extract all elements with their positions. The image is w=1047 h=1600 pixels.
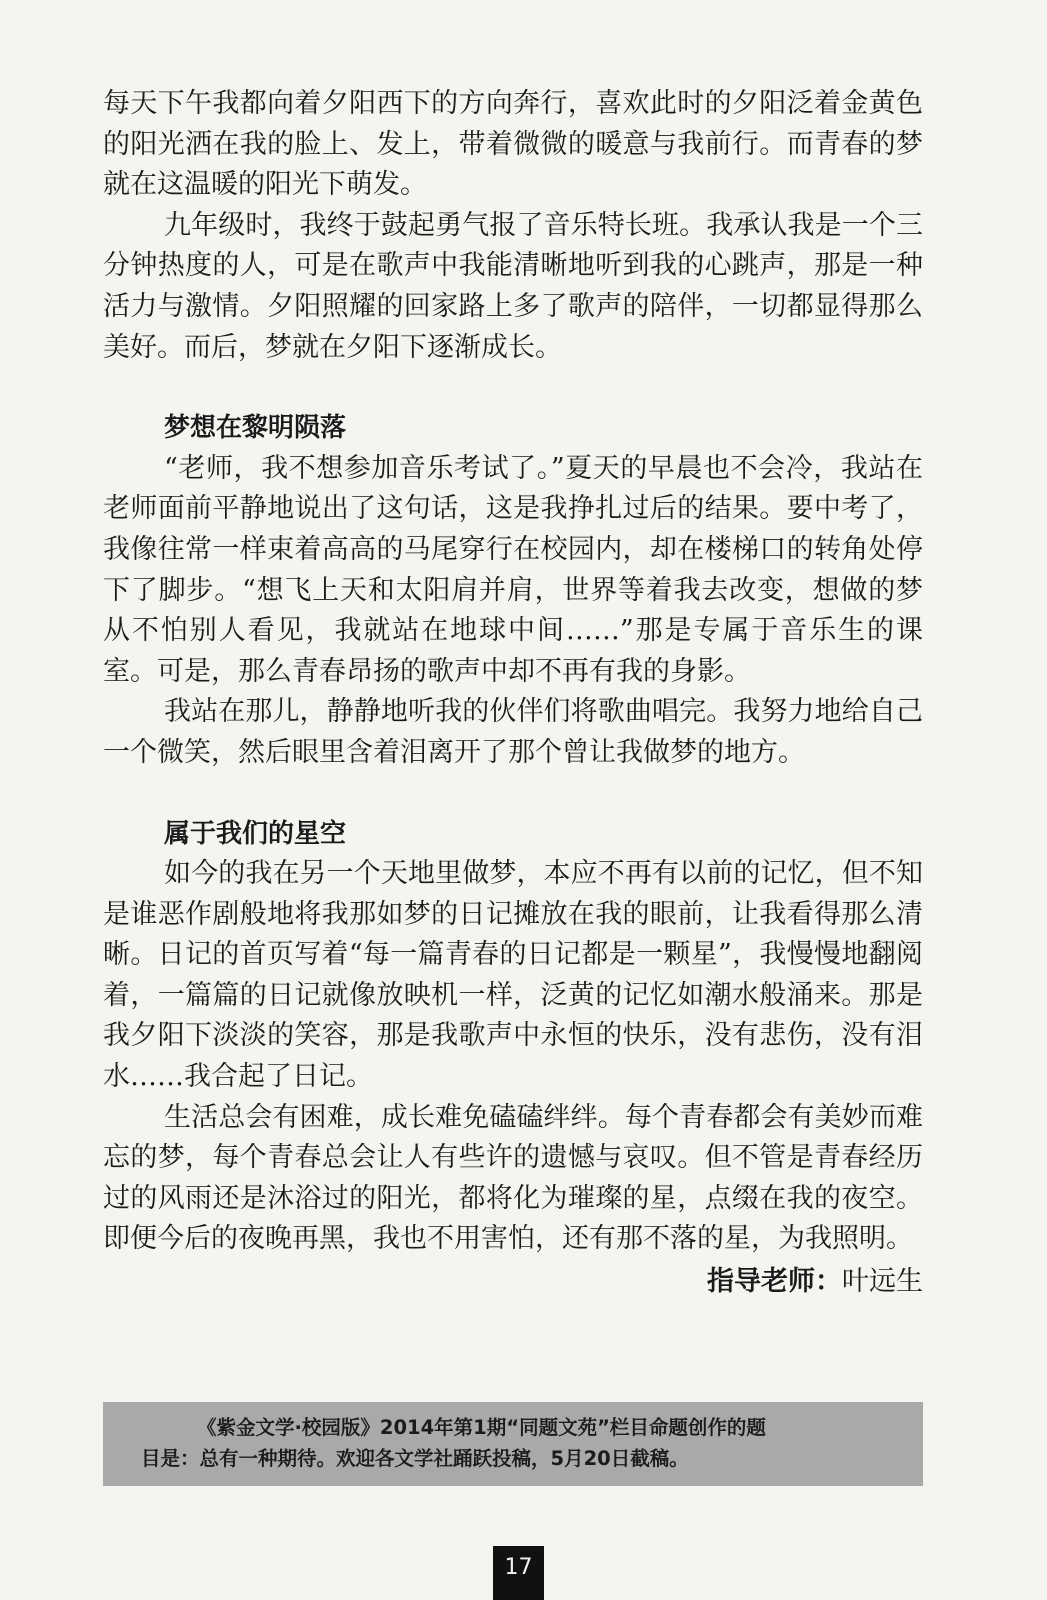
paragraph-1: 每天下午我都向着夕阳西下的方向奔行，喜欢此时的夕阳泛着金黄色的阳光洒在我的脸上、发上，带着微微的暖意与我前行。而青春的梦就在这温暖的阳光下萌发。 (103, 88, 923, 201)
advisor-signature (103, 1262, 923, 1303)
paragraph-5: 如今的我在另一个天地里做梦，本应不再有以前的记忆，但不知是谁恶作剧般地将我那如梦的日记摊放在我的眼前，让我看得那么清晰。日记的首页写着“每一篇青春的日记都是一颗星”，我慢慢地翻阅着，一篇篇的日记就像放映机一样，泛黄的记忆如潮水般涌来。那是我夕阳下淡淡的笑容，那是我歌声中永恒的快乐，没有悲伤，没有泪水……我合起了日记。 (103, 858, 923, 1093)
section-heading-our-starry-sky: 属于我们的星空 (164, 818, 347, 849)
article-body (103, 84, 923, 1303)
paragraph-3: “老师，我不想参加音乐考试了。”夏天的早晨也不会冷，我站在老师面前平静地说出了这句话，这是我挣扎过后的结果。要中考了，我像往常一样束着高高的马尾穿行在校园内，却在楼梯口的转角处停下了脚步。“想飞上天和太阳肩并肩，世界等着我去改变，想做的梦从不怕别人看见，我就站在地球中间……”那是专属于音乐生的课室。可是，那么青春昂扬的歌声中却不再有我的身影。 (103, 452, 923, 687)
paragraph-6: 生活总会有困难，成长难免磕磕绊绊。每个青春都会有美妙而难忘的梦，每个青春总会让人有些许的遗憾与哀叹。但不管是青春经历过的风雨还是沐浴过的阳光，都将化为璀璨的星，点缀在我的夜空。即便今后的夜晚再黑，我也不用害怕，还有那不落的星，为我照明。 (103, 1101, 923, 1255)
section-heading-dream-falls: 梦想在黎明陨落 (164, 413, 347, 444)
paragraph-4: 我站在那儿，静静地听我的伙伴们将歌曲唱完。我努力地给自己一个微笑，然后眼里含着泪离开了那个曾让我做梦的地方。 (103, 696, 923, 768)
paragraph-2: 九年级时，我终于鼓起勇气报了音乐特长班。我承认我是一个三分钟热度的人，可是在歌声中我能清晰地听到我的心跳声，那是一种活力与激情。夕阳照耀的回家路上多了歌声的陪伴，一切都显得那么美好。而后，梦就在夕阳下逐渐成长。 (103, 209, 923, 363)
notice-line-1: 《紫金文学·校园版》2014年第1期“同题文苑”栏目命题创作的题 (197, 1416, 766, 1439)
advisor-label: 指导老师： (707, 1266, 842, 1298)
notice-line-2: 目是：总有一种期待。欢迎各文学社踊跃投稿，5月20日截稿。 (141, 1447, 689, 1470)
submission-notice-box (103, 1402, 923, 1486)
page-number: 17 (493, 1546, 544, 1600)
advisor-name: 叶远生 (842, 1266, 923, 1298)
